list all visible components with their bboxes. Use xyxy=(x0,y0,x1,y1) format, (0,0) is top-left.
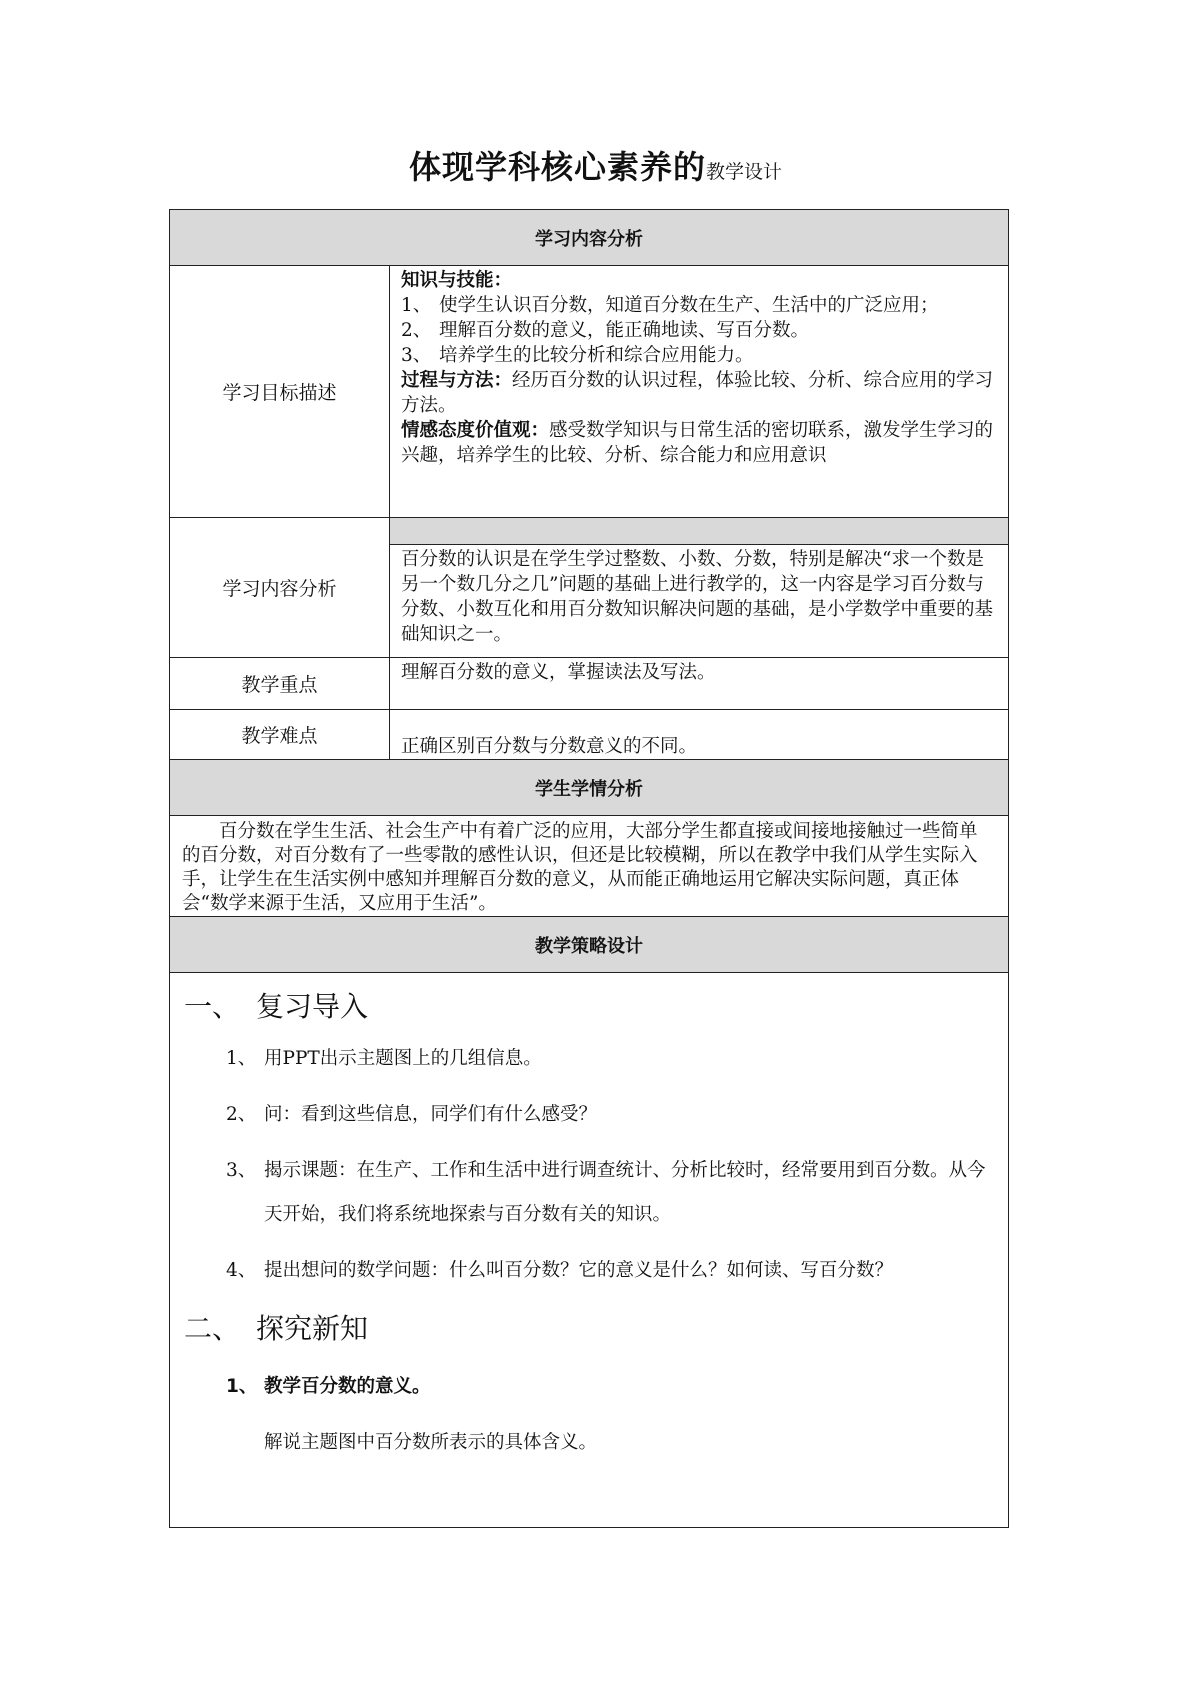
part1-step: 1、 用PPT出示主题图上的几组信息。 xyxy=(226,1048,542,1069)
knowledge-title: 知识与技能： xyxy=(401,270,513,291)
strategy-header: 教学策略设计 xyxy=(170,917,1009,973)
objective-item: 2、 理解百分数的意义，能正确地读、写百分数。 xyxy=(401,320,810,341)
part2-subheading: 1、 教学百分数的意义。 xyxy=(226,1376,431,1397)
difficulty-text: 正确区别百分数与分数意义的不同。 xyxy=(390,710,1009,760)
student-analysis-text: 百分数在学生生活、社会生产中有着广泛的应用，大部分学生都直接或间接地接触过一些简单的百分数，对百分数有了一些零散的感性认识，但还是比较模糊，所以在教学中我们从学生实际入手，让学生在生活实例中感知并理解百分数的意义，从而能正确地运用它解决实际问题，真正体会“数学来源于生活，又应用于生活”。 xyxy=(170,816,1009,917)
content-gray-band xyxy=(390,518,1008,545)
content-analysis-header: 学习内容分析 xyxy=(170,210,1009,266)
part2-heading: 二、 探究新知 xyxy=(184,1312,369,1345)
objective-item: 1、 使学生认识百分数，知道百分数在生产、生活中的广泛应用； xyxy=(401,295,939,316)
title-suffix: 教学设计 xyxy=(706,161,783,183)
part1-step: 2、 问：看到这些信息，同学们有什么感受？ xyxy=(226,1104,598,1125)
design-table xyxy=(169,209,1009,1528)
objective-item: 3、 培养学生的比较分析和综合应用能力。 xyxy=(401,345,754,366)
page-title xyxy=(0,142,1191,188)
objectives-label: 学习目标描述 xyxy=(170,266,390,518)
content-text: 百分数的认识是在学生学过整数、小数、分数，特别是解决“求一个数是另一个数几分之几”问题的基础上进行教学的，这一内容是学习百分数与分数、小数互化和用百分数知识解决问题的基础，是小学数学中重要的基础知识之一。 xyxy=(401,549,994,645)
strategy-body xyxy=(170,973,1009,1528)
content-label: 学习内容分析 xyxy=(170,518,390,658)
emotion-line: 情感态度价值观：感受数学知识与日常生活的密切联系，激发学生学习的兴趣，培养学生的比较、分析、综合能力和应用意识 xyxy=(401,420,994,466)
key-point-label: 教学重点 xyxy=(170,658,390,710)
title-main: 体现学科核心素养的 xyxy=(408,148,706,186)
part1-step: 3、 揭示课题：在生产、工作和生活中进行调查统计、分析比较时，经常要用到百分数。从今天开始，我们将系统地探索与百分数有关的知识。 xyxy=(226,1160,986,1225)
part1-step: 4、 提出想问的数学问题：什么叫百分数？它的意义是什么？如何读、写百分数？ xyxy=(226,1260,894,1281)
objectives-cell xyxy=(390,266,1009,518)
content-cell xyxy=(390,518,1009,658)
process-line: 过程与方法：经历百分数的认识过程，体验比较、分析、综合应用的学习方法。 xyxy=(401,370,994,416)
difficulty-label: 教学难点 xyxy=(170,710,390,760)
part2-sub-text: 解说主题图中百分数所表示的具体含义。 xyxy=(264,1432,598,1453)
key-point-text: 理解百分数的意义，掌握读法及写法。 xyxy=(390,658,1009,710)
student-header: 学生学情分析 xyxy=(170,760,1009,816)
part1-heading: 一、 复习导入 xyxy=(184,990,369,1023)
